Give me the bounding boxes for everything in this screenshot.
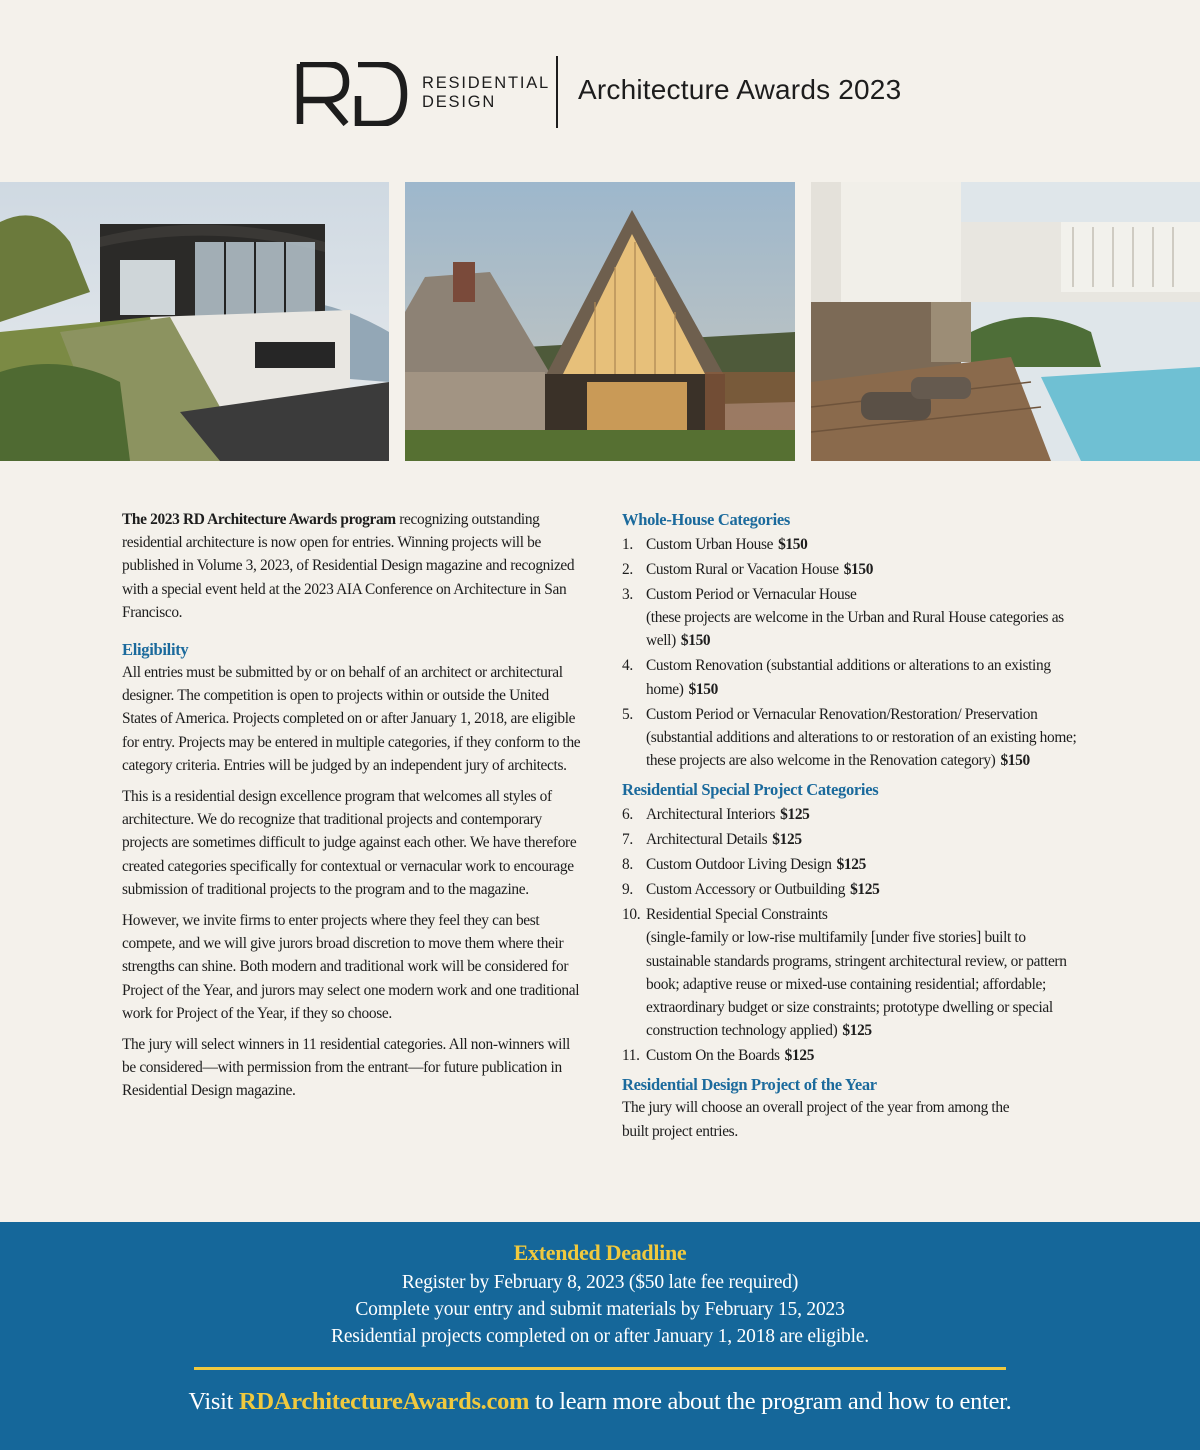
- visit-suffix: to learn more about the program and how to enter.: [529, 1388, 1012, 1415]
- item-number: 10.: [622, 906, 641, 924]
- item-name: Custom Urban House: [646, 536, 774, 553]
- item-name: Custom Accessory or Outbuilding: [646, 881, 846, 899]
- item-number: 7.: [622, 831, 633, 849]
- item-name: Custom On the Boards: [646, 1047, 780, 1065]
- item-name: Architectural Interiors: [646, 806, 776, 824]
- visit-line: [0, 1388, 1200, 1416]
- deadline-register-line: Register by February 8, 2023 ($50 late fee required): [401, 1272, 799, 1293]
- eligibility-paragraph-4: The jury will select winners in 11 residential categories. All non-winners will be considered—with permission from the entrant—for future publication in Residential Design magazine.: [122, 1036, 570, 1100]
- item-fee: $150: [1000, 752, 1030, 770]
- whole-house-list: [622, 533, 1082, 772]
- item-note: [646, 606, 1082, 652]
- eligibility-paragraph-2: This is a residential design excellence program that welcomes all styles of architecture. We do recognize that traditional projects and contemporary projects are sometimes difficult to judge against each other. We have therefore created categories specifically for contextual or vernacular work to encourage submission of traditional projects to the program and to the magazine.: [122, 788, 577, 898]
- eligibility-heading: Eligibility: [122, 640, 189, 660]
- special-heading: Residential Special Project Categories: [622, 780, 879, 800]
- logo-wordmark: [422, 74, 550, 112]
- page-title: Architecture Awards 2023: [578, 74, 902, 105]
- logo-line-1: RESIDENTIAL: [422, 74, 550, 92]
- intro-paragraph: [122, 508, 584, 624]
- item-fee: $150: [680, 632, 711, 650]
- deadline-eligibility-line: Residential projects completed on or after January 1, 2018 are eligible.: [331, 1326, 869, 1347]
- awards-website-link[interactable]: RDArchitectureAwards.com: [239, 1388, 530, 1415]
- list-item: [622, 583, 1082, 653]
- photo-poolside-house: [811, 182, 1200, 461]
- list-item: [622, 828, 1082, 851]
- item-number: 3.: [622, 586, 633, 603]
- item-number: 4.: [622, 657, 633, 675]
- visit-prefix: Visit: [188, 1388, 240, 1415]
- list-item: [622, 558, 1082, 581]
- item-number: 5.: [622, 705, 633, 723]
- eligibility-paragraph-1: All entries must be submitted by or on behalf of an architect or architectural designer. The competition is open to projects within or outside the United States of America. Projects completed on or after January 1, 2018, are eligible for entry. Projects may be entered in multiple categories, if they conform to the category criteria. Entries will be judged by an independent jury of architects.: [122, 664, 581, 774]
- whole-house-heading: Whole-House Categories: [622, 510, 790, 529]
- page-header: [0, 0, 1200, 182]
- list-item: [622, 903, 1082, 1042]
- item-fee: $125: [836, 856, 866, 874]
- rd-logo-icon: [296, 62, 408, 126]
- list-item: [622, 853, 1082, 876]
- item-note: [646, 926, 1082, 1042]
- photo-gabled-house: [405, 182, 795, 461]
- item-name: Residential Special Constraints: [646, 906, 828, 924]
- intro-text: recognizing outstanding residential architecture is now open for entries. Winning projects will be published in Volume 3, 2023, of Residential Design magazine and recognized with a special event held at the 2023 AIA Conference on Architecture in San Francisco.: [122, 511, 575, 621]
- item-number: 2.: [622, 561, 633, 578]
- list-item: [622, 1044, 1082, 1067]
- project-of-year-text: The jury will choose an overall project of the year from among the built project entries.: [622, 1099, 1010, 1140]
- intro-lead: The 2023 RD Architecture Awards program: [122, 511, 396, 528]
- item-fee: $125: [842, 1022, 872, 1040]
- item-name: Custom Rural or Vacation House: [646, 561, 839, 578]
- list-item: [622, 803, 1082, 826]
- item-note-text: (single-family or low-rise multifamily [under five stories] built to sustainable standards programs, stringent architectural review, or pattern book; adaptive reuse or mixed-use containing residential; affordable; extraordinary budget or size constraints; prototype dwelling or special construction technology applied): [646, 929, 1067, 1040]
- photo-modern-cylinder-house: [0, 182, 389, 461]
- item-fee: $125: [850, 881, 880, 899]
- eligibility-paragraph-3: However, we invite firms to enter projects where they feel they can best compete, and we will give jurors broad discretion to move them where their strengths can shine. Both modern and traditional work will be considered for Project of the Year, and jurors may select one modern work and one traditional work for Project of the Year, if they so choose.: [122, 912, 580, 1022]
- item-number: 11.: [622, 1047, 640, 1065]
- item-name: Custom Outdoor Living Design: [646, 856, 832, 874]
- project-of-year-heading: Residential Design Project of the Year: [622, 1075, 877, 1095]
- list-item: [622, 533, 1082, 556]
- header-divider: [556, 56, 558, 128]
- list-item: [622, 878, 1082, 901]
- item-number: 9.: [622, 881, 633, 899]
- item-fee: $125: [784, 1047, 815, 1065]
- deadline-submit-line: Complete your entry and submit materials by February 15, 2023: [355, 1299, 845, 1320]
- item-fee: $150: [688, 680, 718, 698]
- special-list: [622, 803, 1082, 1067]
- gold-divider: [194, 1367, 1006, 1370]
- item-number: 1.: [622, 536, 633, 553]
- item-name: Custom Renovation (substantial additions or alterations to an existing home): [646, 657, 1051, 698]
- right-column: [622, 508, 1082, 1151]
- item-fee: $150: [778, 536, 808, 553]
- left-column: [122, 508, 584, 1111]
- item-number: 8.: [622, 856, 633, 874]
- deadline-banner: [0, 1222, 1200, 1450]
- item-fee: $125: [772, 831, 802, 849]
- item-name: Custom Period or Vernacular House: [646, 586, 857, 603]
- deadline-heading: Extended Deadline: [513, 1240, 687, 1265]
- item-name: Custom Period or Vernacular Renovation/Restoration/ Preservation (substantial additions and alterations to or restoration of an existing home; these projects are also welcome in the Renovation category): [646, 705, 1077, 770]
- logo-line-2: DESIGN: [422, 93, 497, 111]
- item-fee: $125: [780, 806, 810, 824]
- list-item: [622, 654, 1082, 700]
- list-item: [622, 703, 1082, 773]
- item-fee: $150: [843, 561, 874, 578]
- item-number: 6.: [622, 806, 633, 824]
- item-note-text: (these projects are welcome in the Urban and Rural House categories as well): [646, 609, 1064, 650]
- item-name: Architectural Details: [646, 831, 768, 849]
